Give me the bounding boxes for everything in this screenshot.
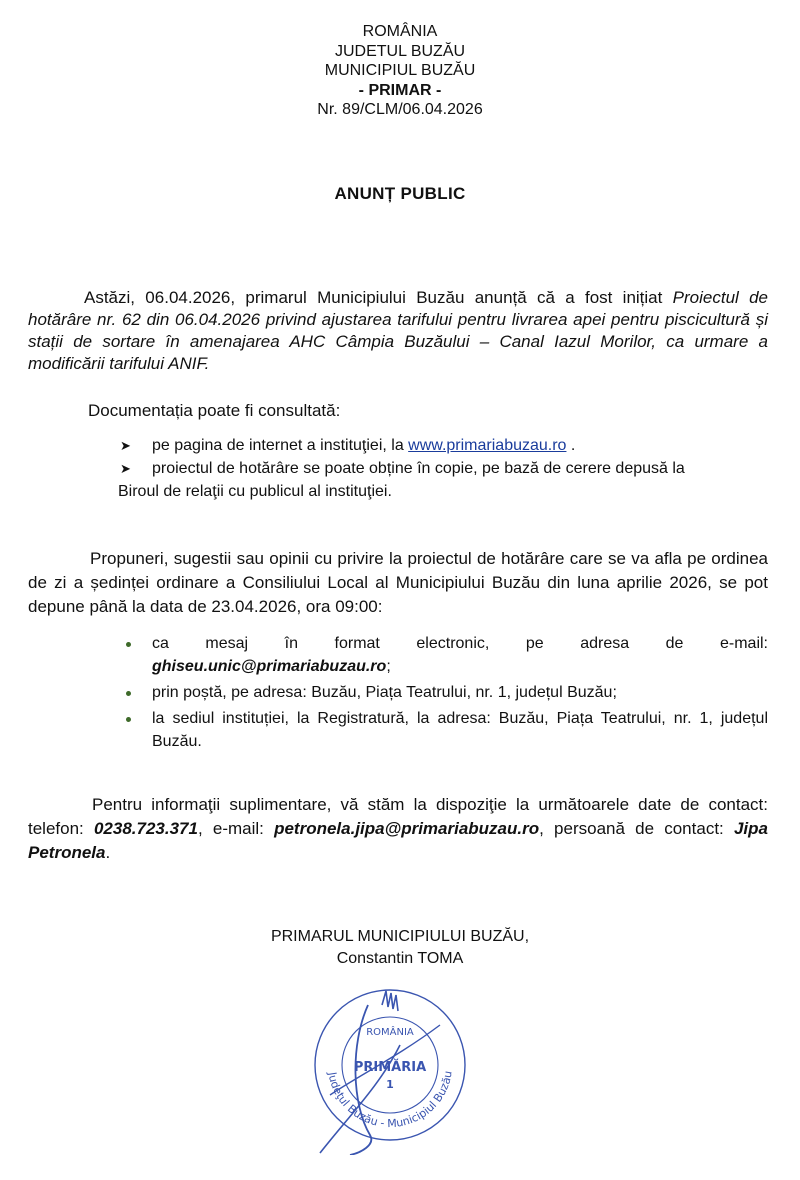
document-header <box>0 22 800 120</box>
seal-number: 1 <box>386 1078 394 1091</box>
item-text: la sediul instituției, la Registratură, la adresa: Buzău, Piața Teatrului, nr. 1, județul Buzău. <box>152 710 768 750</box>
list-item <box>120 707 768 753</box>
signer-name: Constantin TOMA <box>336 950 464 967</box>
header-municipality: MUNICIPIUL BUZĂU <box>324 62 476 79</box>
intro-lead: Astăzi, 06.04.2026, primarul Municipiului Buzău anunță că a fost inițiat <box>84 288 673 307</box>
proposals-paragraph: Propuneri, sugestii sau opinii cu privire la proiectul de hotărâre care se va afla pe ordinea de zi a ședinței ordinare a Consiliului Local al Municipiului Buzău din luna aprilie 2026, se pot depune până la data de 23.04.2026, ora 09:00: <box>28 549 768 616</box>
project-title: Proiectul de hotărâre nr. 62 din 06.04.2026 privind ajustarea tarifului pentru livrarea apei pentru piscicultură și stații de sortare în amenajarea AHC Câmpia Buzăului – Canal Iazul Morilor, ca urmare a modificării tarifului ANIF. <box>28 288 768 373</box>
header-office: - PRIMAR - <box>358 81 442 99</box>
contact-person: Jipa Petronela <box>28 819 768 862</box>
header-number: Nr. 89/CLM/06.04.2026 <box>317 101 483 118</box>
submission-list <box>120 632 768 756</box>
item-text: ca mesaj în format electronic, pe adresa de e-mail: <box>152 635 768 652</box>
seal-top-text: ROMÂNIA <box>366 1027 414 1038</box>
contact-paragraph <box>28 793 768 865</box>
list-item <box>120 632 768 678</box>
arrow-bullet-icon: ➤ <box>120 438 131 453</box>
contact-lead: Pentru informaţii suplimentare, vă stăm la dispoziţie la următoarele date de contact: telefon: <box>28 795 768 838</box>
contact-sep: , persoană de contact: <box>539 819 734 838</box>
item-tail: . <box>566 437 576 454</box>
contact-phone: 0238.723.371 <box>93 819 198 838</box>
email-address[interactable]: ghiseu.unic@primariabuzau.ro <box>152 658 387 675</box>
page-title: ANUNȚ PUBLIC <box>334 184 466 203</box>
header-county: JUDETUL BUZĂU <box>334 42 466 60</box>
signer-role: PRIMARUL MUNICIPIULUI BUZĂU, <box>270 928 530 945</box>
list-item-continuation: Biroul de relaţii cu publicul al instituţiei. <box>118 483 392 500</box>
bullet-dot-icon <box>126 642 131 647</box>
arrow-bullet-icon: ➤ <box>120 461 131 476</box>
item-tail: ; <box>386 658 391 675</box>
intro-paragraph <box>28 287 768 375</box>
signature-block <box>0 926 800 970</box>
seal-ring-text: Judeţul Buzău - Municipiul Buzău <box>325 1069 455 1131</box>
list-item <box>120 457 768 480</box>
bullet-dot-icon <box>126 691 131 696</box>
item-text: proiectul de hotărâre se poate obține în copie, pe bază de cerere depusă la <box>152 460 685 477</box>
website-link[interactable]: www.primariabuzau.ro <box>408 437 567 454</box>
documentation-heading: Documentația poate fi consultată: <box>88 401 341 420</box>
header-country: ROMÂNIA <box>362 23 438 40</box>
list-item <box>120 681 768 704</box>
contact-email[interactable]: petronela.jipa@primariabuzau.ro <box>274 819 540 838</box>
documentation-list <box>120 434 768 503</box>
official-seal <box>290 985 490 1155</box>
bullet-dot-icon <box>126 717 131 722</box>
contact-tail: . <box>105 843 111 862</box>
item-text: prin poștă, pe adresa: Buzău, Piața Teatrului, nr. 1, județul Buzău; <box>152 684 617 701</box>
seal-center-text: PRIMĂRIA <box>353 1060 427 1075</box>
contact-sep: , e-mail: <box>197 819 275 838</box>
item-text: pe pagina de internet a instituţiei, la <box>152 437 409 454</box>
list-item <box>120 434 768 457</box>
seal-stamp <box>315 990 465 1140</box>
